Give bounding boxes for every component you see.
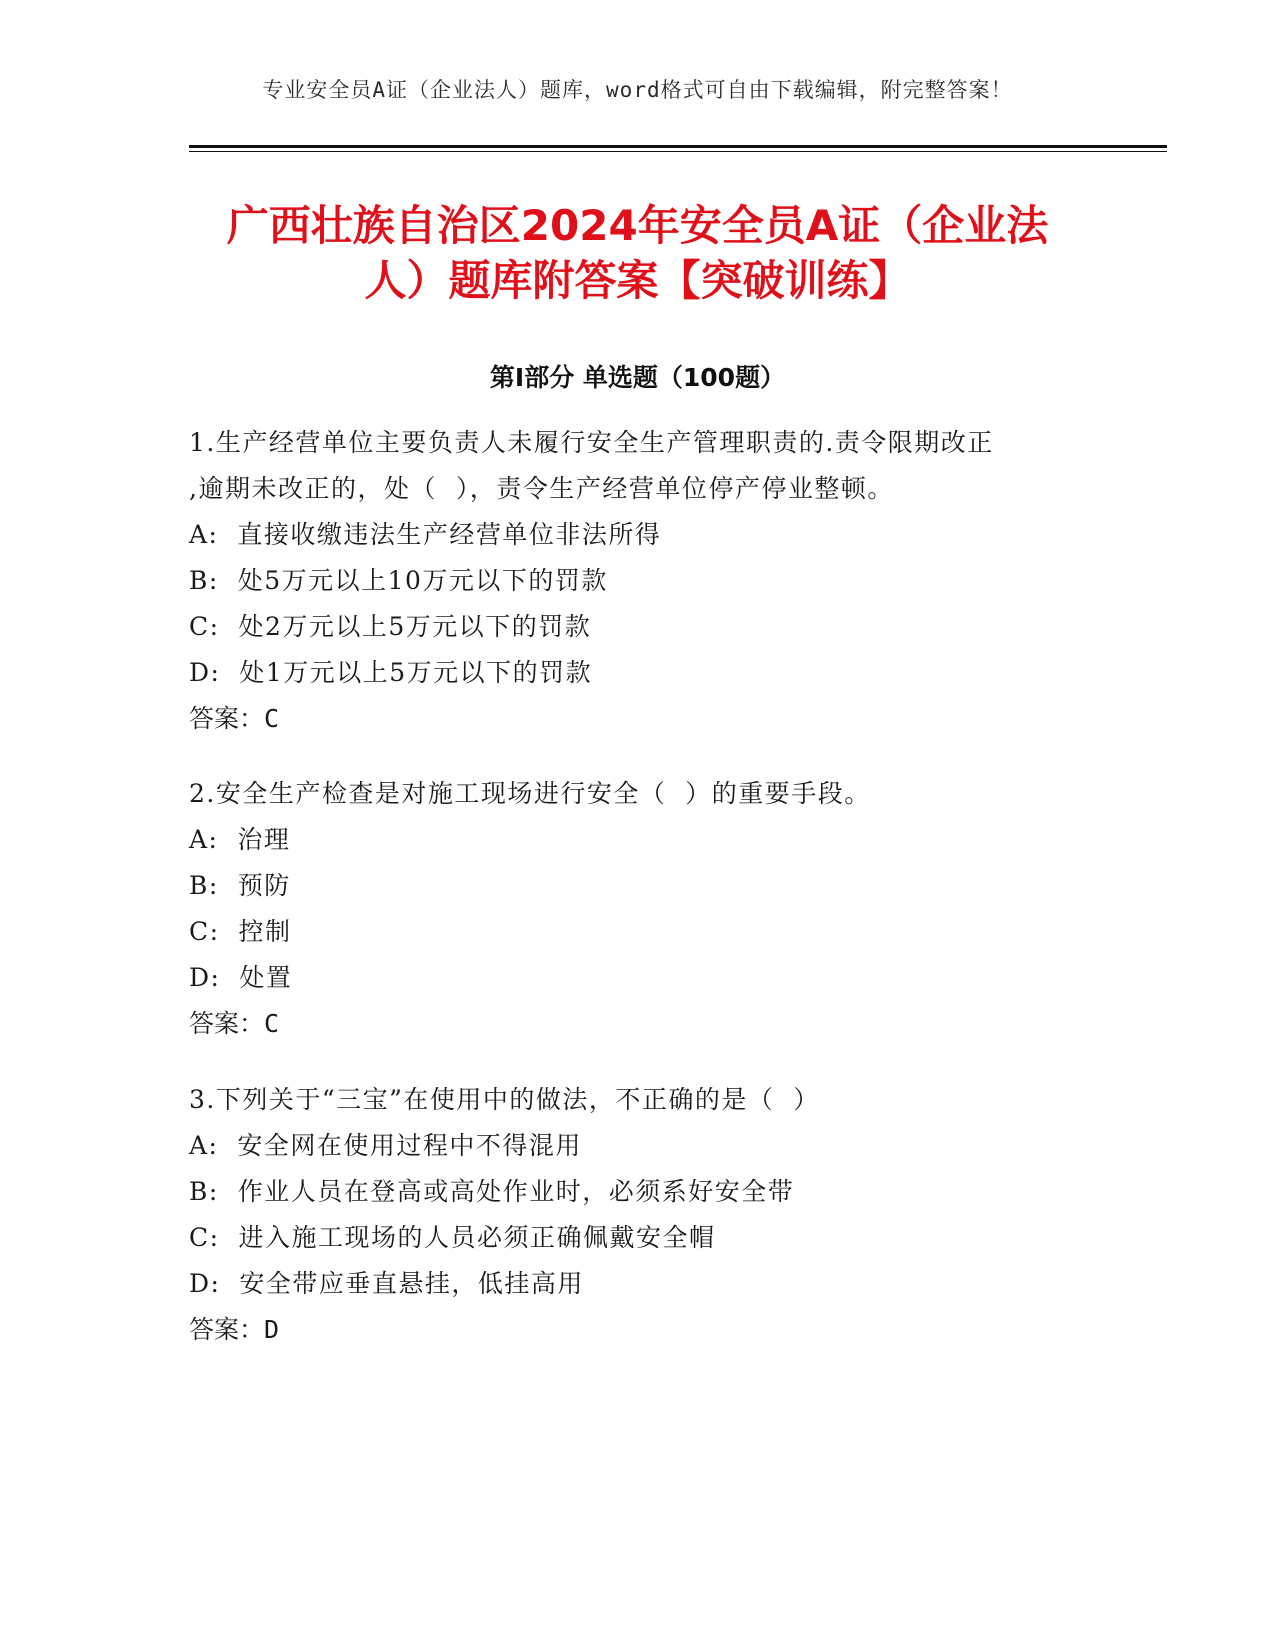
- question-1-answer: [189, 696, 1089, 742]
- document-title: [150, 198, 1125, 308]
- header-note: 专业安全员A证（企业法人）题库，word格式可自由下载编辑，附完整答案！: [262, 78, 1013, 102]
- question-1-option-a: A: 直接收缴违法生产经营单位非法所得: [189, 520, 662, 549]
- question-1: [189, 420, 1089, 742]
- question-1-stem-line-1: 1.生产经营单位主要负责人未履行安全生产管理职责的.责令限期改正: [189, 428, 994, 457]
- question-2: [189, 771, 1089, 1047]
- question-2-option-d: D: 处置: [189, 963, 293, 992]
- answer-value: D: [264, 1315, 280, 1344]
- answer-label: 答案：: [189, 704, 265, 733]
- question-3-answer: [189, 1307, 1089, 1353]
- question-3-option-c: C: 进入施工现场的人员必须正确佩戴安全帽: [189, 1223, 716, 1252]
- question-2-answer: [189, 1001, 1089, 1047]
- answer-value: C: [264, 704, 280, 733]
- answer-label: 答案：: [189, 1315, 265, 1344]
- section-heading: 第Ⅰ部分 单选题（100题）: [489, 363, 786, 392]
- title-line-2: 人）题库附答案【突破训练】: [364, 256, 911, 305]
- question-1-option-d: D: 处1万元以上5万元以下的罚款: [189, 658, 593, 687]
- question-1-option-b: B: 处5万元以上10万元以下的罚款: [189, 566, 608, 595]
- question-3-option-a: A: 安全网在使用过程中不得混用: [189, 1131, 582, 1160]
- header-rule-thin: [189, 151, 1167, 152]
- question-2-stem-line-1: 2.安全生产检查是对施工现场进行安全（ ）的重要手段。: [189, 779, 871, 808]
- header-rule-thick: [189, 145, 1167, 148]
- question-3-option-b: B: 作业人员在登高或高处作业时，必须系好安全带: [189, 1177, 795, 1206]
- question-2-option-c: C: 控制: [189, 917, 292, 946]
- title-line-1: 广西壮族自治区2024年安全员A证（企业法: [226, 201, 1049, 250]
- question-2-option-a: A: 治理: [189, 825, 291, 854]
- question-3: [189, 1077, 1089, 1353]
- question-2-option-b: B: 预防: [189, 871, 291, 900]
- answer-value: C: [264, 1009, 280, 1038]
- question-1-stem-line-2: ,逾期未改正的，处（ ），责令生产经营单位停产停业整顿。: [189, 474, 894, 503]
- answer-label: 答案：: [189, 1009, 265, 1038]
- question-1-option-c: C: 处2万元以上5万元以下的罚款: [189, 612, 592, 641]
- question-3-stem-line-1: 3.下列关于“三宝”在使用中的做法，不正确的是（ ）: [189, 1085, 820, 1114]
- question-3-option-d: D: 安全带应垂直悬挂，低挂高用: [189, 1269, 584, 1298]
